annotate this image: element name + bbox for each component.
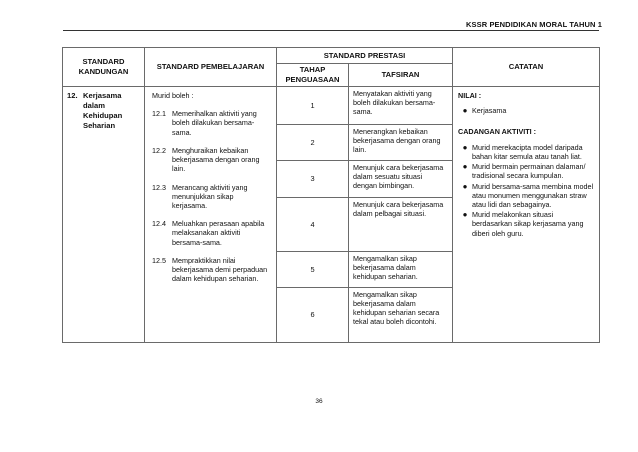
tahap-level: 2: [277, 125, 349, 161]
standard-kandungan-cell: [63, 87, 145, 343]
tahap-level: 3: [277, 161, 349, 198]
curriculum-table: [62, 47, 600, 343]
tafsiran-text: Mengamalkan sikap bekerjasama dalam kehidupan seharian.: [349, 252, 453, 288]
header-rule: [63, 30, 599, 31]
standard-kandungan-line: Kehidupan: [83, 110, 123, 120]
nilai-heading: NILAI :: [458, 91, 482, 100]
header-catatan: CATATAN: [453, 48, 600, 87]
pembelajaran-item-text: Menghuraikan kebaikan bekerjasama dengan orang lain.: [172, 145, 260, 174]
nilai-item: [458, 106, 595, 115]
aktiviti-list: [458, 143, 595, 238]
tahap-level: 6: [277, 288, 349, 343]
aktiviti-item-text: Murid merekacipta model daripada bahan kitar semula atau tanah liat.: [472, 142, 583, 161]
page-number: 36: [315, 398, 323, 405]
aktiviti-item-text: Murid melakonkan situasi berdasarkan sikap kerjasama yang diberi oleh guru.: [472, 210, 584, 238]
standard-pembelajaran-cell: [145, 87, 277, 343]
header-tafsiran: TAFSIRAN: [349, 64, 453, 87]
aktiviti-item-text: Murid bermain permainan dalaman/ tradisional secara kumpulan.: [472, 162, 586, 181]
header-standard-kandungan: STANDARD KANDUNGAN: [63, 48, 145, 87]
pembelajaran-item: [152, 183, 270, 211]
pembelajaran-item-number: 12.1: [152, 109, 166, 119]
pembelajaran-item-number: 12.2: [152, 145, 166, 155]
document-header: KSSR PENDIDIKAN MORAL TAHUN 1: [466, 20, 602, 29]
pembelajaran-intro: Murid boleh :: [152, 91, 194, 100]
pembelajaran-item-text: Mempraktikkan nilai bekerjasama demi perpaduan dalam kehidupan seharian.: [172, 255, 268, 284]
standard-kandungan-line: Kerjasama: [83, 91, 122, 100]
tafsiran-text: Menunjuk cara bekerjasama dalam sesuatu situasi dengan bimbingan.: [349, 161, 453, 198]
pembelajaran-item-text: Meluahkan perasaan apabila melaksanakan aktiviti bersama-sama.: [172, 219, 265, 247]
header-standard-pembelajaran: STANDARD PEMBELAJARAN: [145, 48, 277, 87]
bullet-icon: ●: [462, 210, 468, 220]
pembelajaran-item: [152, 256, 270, 284]
tahap-level: 4: [277, 198, 349, 252]
pembelajaran-item-number: 12.4: [152, 219, 166, 229]
tafsiran-text: Menunjuk cara bekerjasama dalam pelbagai situasi.: [349, 198, 453, 252]
bullet-icon: ●: [462, 181, 468, 191]
tahap-level: 1: [277, 87, 349, 125]
tafsiran-text: Menyatakan aktiviti yang boleh dilakukan bersama-sama.: [349, 87, 453, 125]
nilai-item-text: Kerjasama: [472, 106, 507, 116]
bullet-icon: ●: [462, 162, 468, 172]
catatan-cell: [453, 87, 600, 343]
nilai-list: [458, 106, 595, 115]
tafsiran-text: Menerangkan kebaikan bekerjasama dengan orang lain.: [349, 125, 453, 161]
pembelajaran-item: [152, 109, 270, 137]
bullet-icon: ●: [462, 106, 468, 116]
aktiviti-item: [458, 143, 595, 161]
aktiviti-item: [458, 162, 595, 180]
tahap-level: 5: [277, 252, 349, 288]
standard-kandungan-number: 12.: [67, 91, 78, 100]
aktiviti-item: [458, 210, 595, 238]
pembelajaran-item-text: Merancang aktiviti yang menunjukkan sikap kerjasama.: [172, 182, 248, 210]
tafsiran-text: Mengamalkan sikap bekerjasama dalam kehidupan seharian secara tekal atau boleh dicontohi.: [349, 288, 453, 343]
pembelajaran-item-number: 12.3: [152, 182, 166, 192]
standard-kandungan-line: dalam: [83, 100, 105, 110]
pembelajaran-item-text: Memerihalkan aktiviti yang boleh dilakukan bersama-sama.: [172, 109, 257, 137]
aktiviti-heading: CADANGAN AKTIVITI :: [458, 127, 537, 137]
pembelajaran-item: [152, 146, 270, 174]
header-standard-prestasi: STANDARD PRESTASI: [277, 48, 453, 64]
standard-kandungan-line: Seharian: [83, 120, 116, 130]
pembelajaran-item-number: 12.5: [152, 255, 166, 265]
aktiviti-item-text: Murid bersama-sama membina model atau monumen menggunakan straw atau lidi dan sebagainya.: [472, 181, 594, 209]
header-tahap-penguasaan: TAHAP PENGUASAAN: [277, 64, 349, 87]
pembelajaran-item: [152, 219, 270, 247]
bullet-icon: ●: [462, 142, 468, 152]
aktiviti-item: [458, 182, 595, 210]
